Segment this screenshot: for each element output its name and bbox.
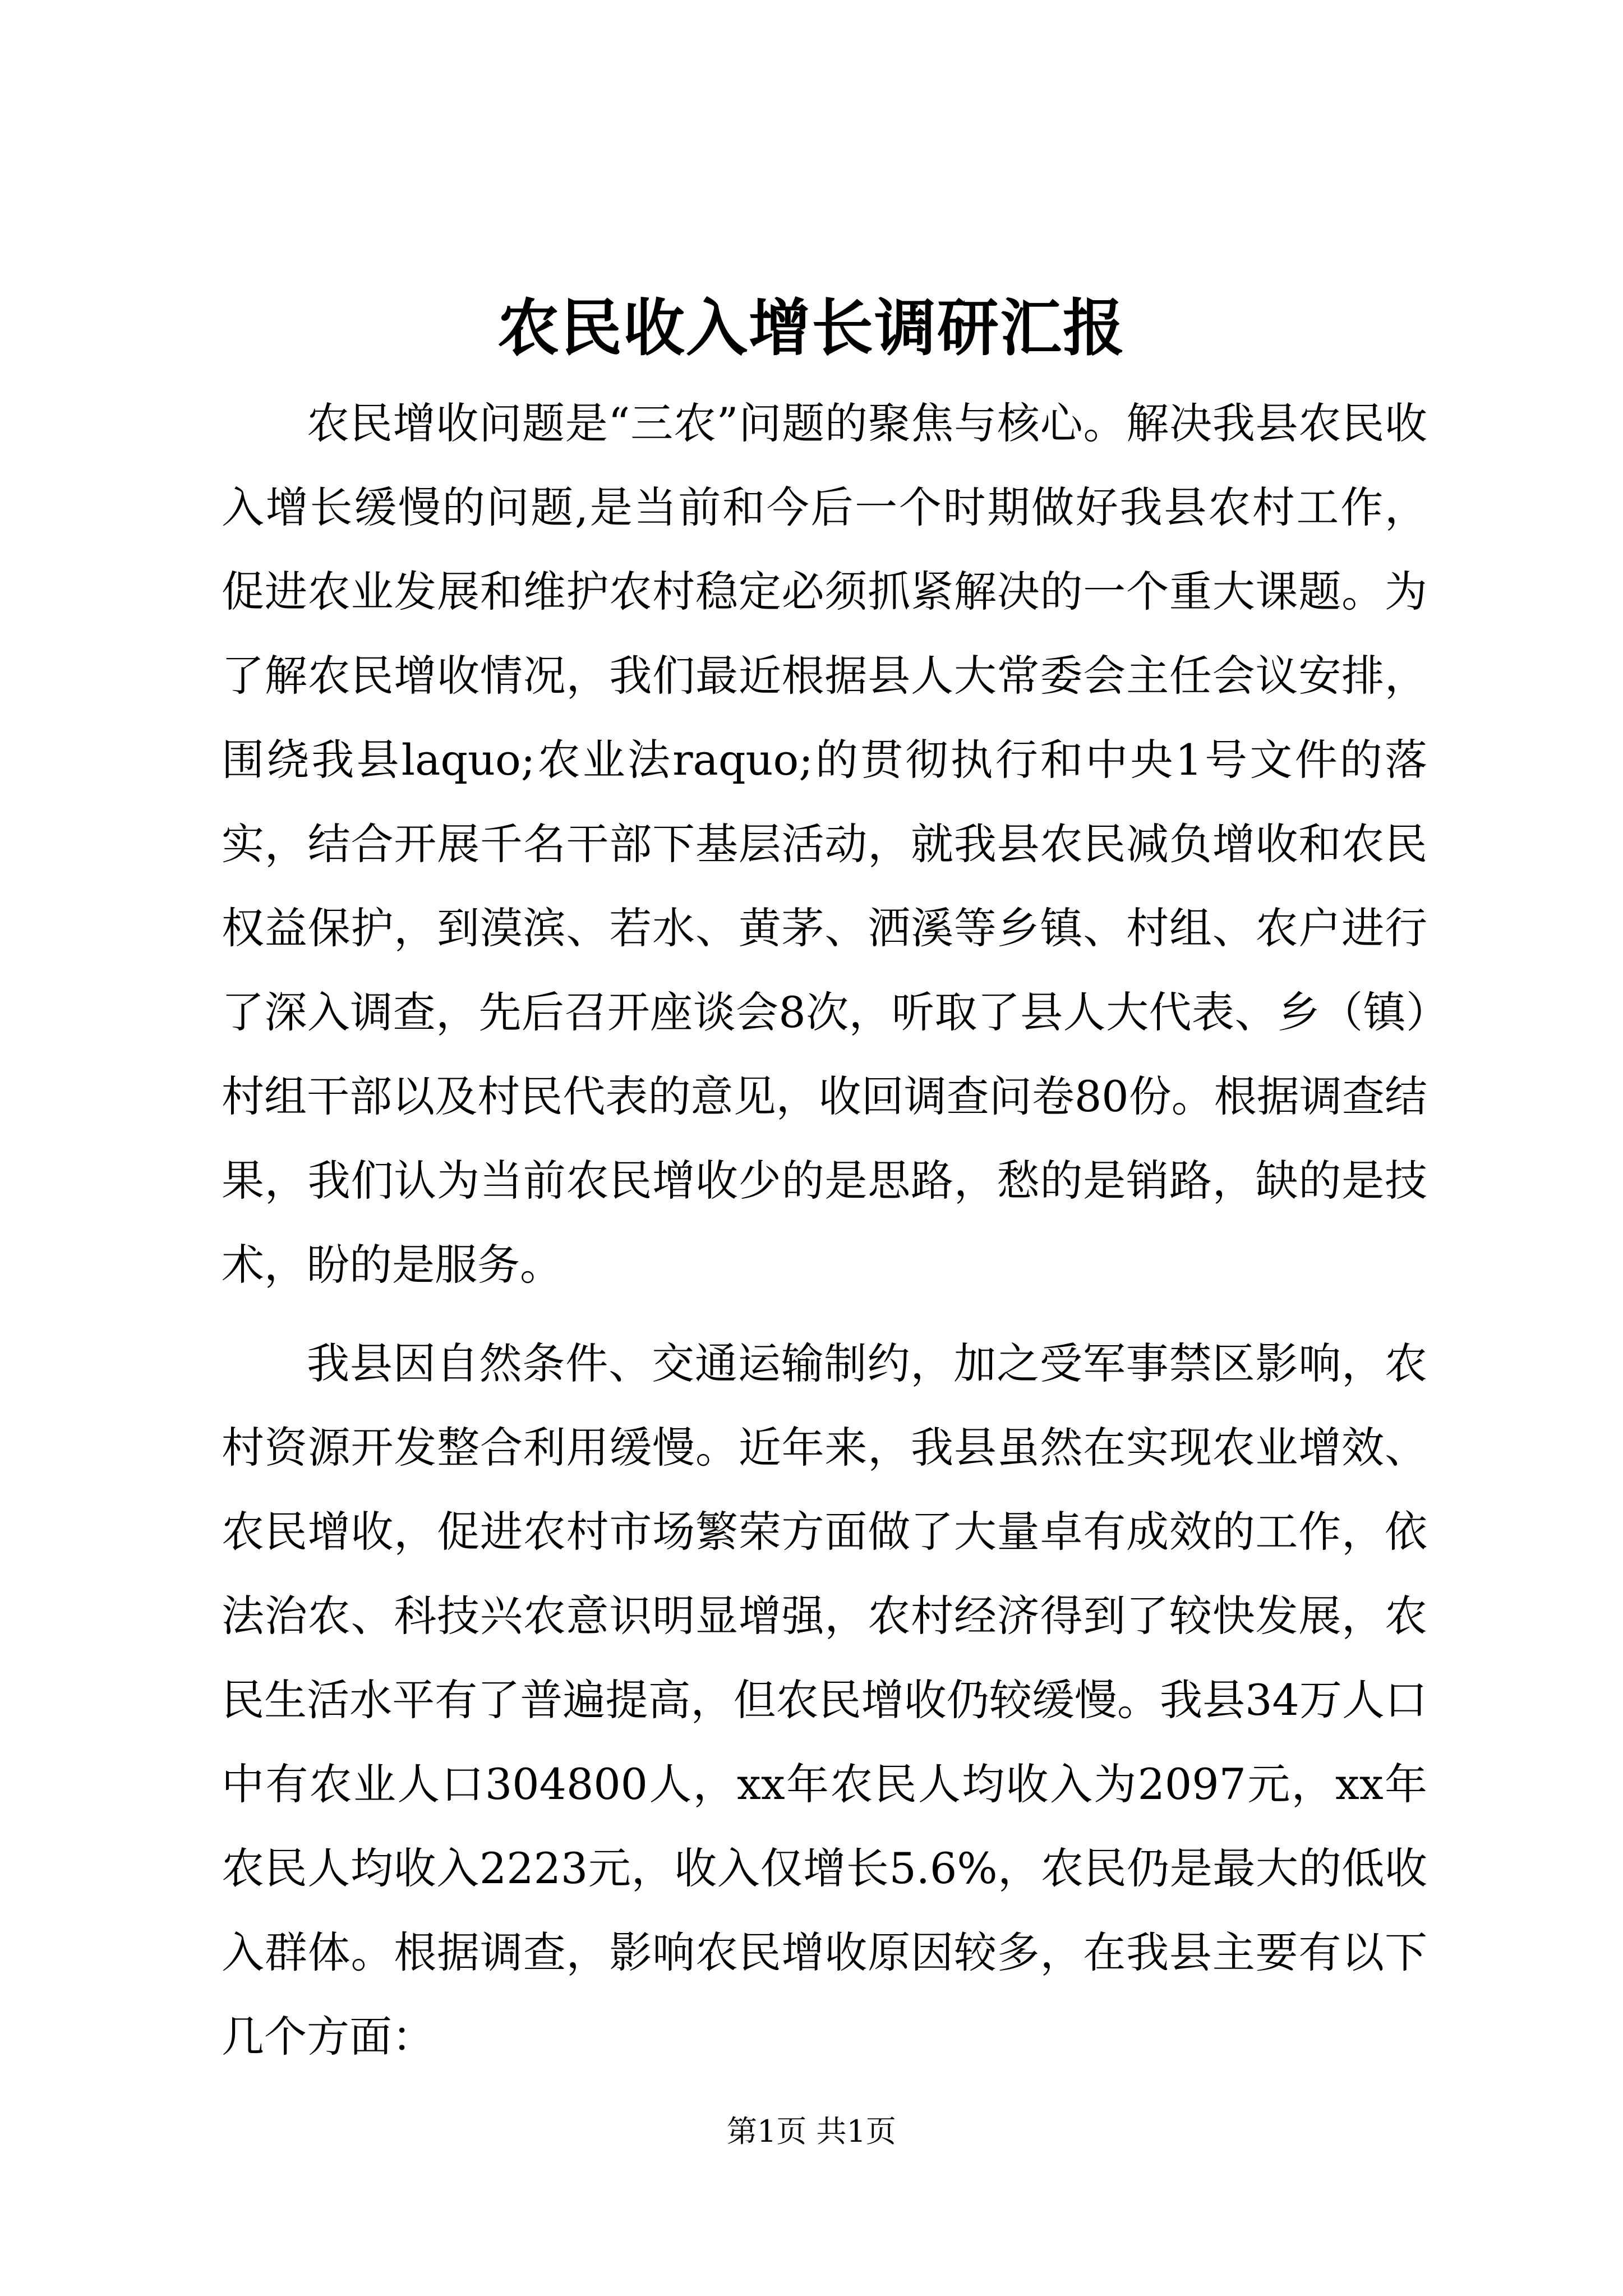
paragraph-1: 农民增收问题是“三农”问题的聚焦与核心。解决我县农民收入增长缓慢的问题,是当前和今后一个时期做好我县农村工作，促进农业发展和维护农村稳定必须抓紧解决的一个重大课题。为了解农民增收情况，我们最近根据县人大常委会主任会议安排，围绕我县laquo;农业法raquo;的贯彻执行和中央1号文件的落实，结合开展千名干部下基层活动，就我县农民减负增收和农民权益保护，到漠滨、若水、黄茅、洒溪等乡镇、村组、农户进行了深入调查，先后召开座谈会8次，听取了县人大代表、乡（镇）村组干部以及村民代表的意见，收回调查问卷80份。根据调查结果，我们认为当前农民增收少的是思路，愁的是销路，缺的是技术，盼的是服务。 [222,398,1427,1290]
paragraph-2: 我县因自然条件、交通运输制约，加之受军事禁区影响，农村资源开发整合利用缓慢。近年来，我县虽然在实现农业增效、农民增收，促进农村市场繁荣方面做了大量卓有成效的工作，依法治农、科技兴农意识明显增强，农村经济得到了较快发展，农民生活水平有了普遍提高，但农民增收仍较缓慢。我县34万人口中有农业人口304800人，xx年农民人均收入为2097元，xx年农民人均收入2223元，收入仅增长5.6%，农民仍是最大的低收入群体。根据调查，影响农民增收原因较多，在我县主要有以下几个方面： [222,1338,1427,2062]
document-body [222,381,1427,2079]
page-footer: 第1页 共1页 [727,2114,896,2149]
document-title: 农民收入增长调研汇报 [497,292,1126,364]
